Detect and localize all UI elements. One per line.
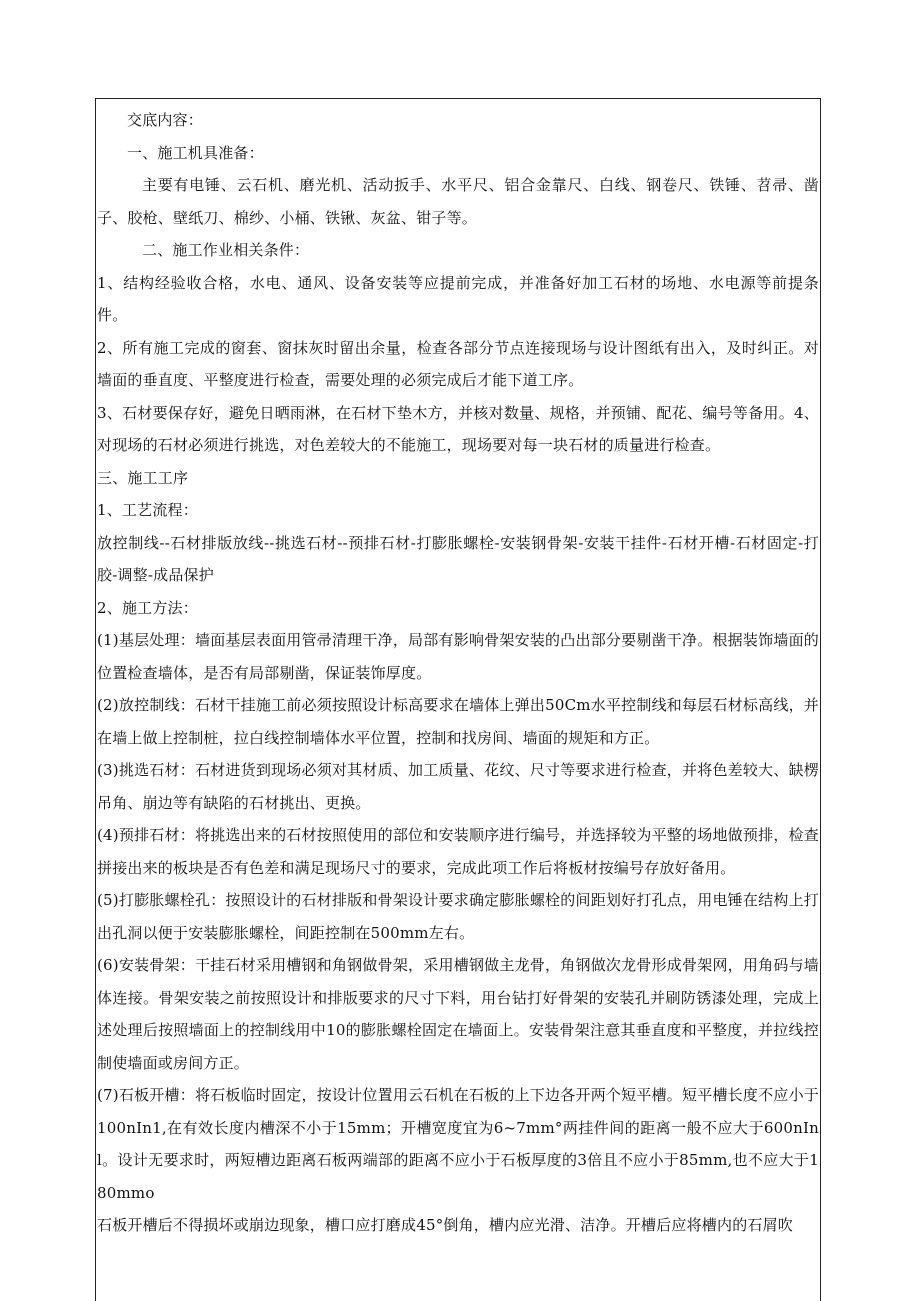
section1-body: 主要有电锤、云石机、磨光机、活动扳手、水平尺、铝合金靠尺、白线、钢卷尺、铁锤、苕帚、凿子、胶枪、壁纸刀、棉纱、小桶、铁锹、灰盆、钳子等。 <box>97 176 819 227</box>
method-2: (2)放控制线：石材干挂施工前必须按照设计标高要求在墙体上弹出50Cm水平控制线和每层石材标高线，并在墙上做上控制桩，拉白线控制墙体水平位置，控制和找房间、墙面的规矩和方正。 <box>97 696 819 747</box>
method-1: (1)基层处理：墙面基层表面用管帚清理干净，局部有影响骨架安装的凸出部分要剔凿干净。根据装饰墙面的位置检查墙体，是否有局部剔凿，保证装饰厚度。 <box>97 631 819 682</box>
section2-item-1: 1、结构经验收合格，水电、通风、设备安装等应提前完成，并准备好加工石材的场地、水电源等前提条件。 <box>97 273 819 324</box>
method-5: (5)打膨胀螺栓孔：按照设计的石材排版和骨架设计要求确定膨胀螺栓的间距划好打孔点，用电锤在结构上打出孔洞以便于安装膨胀螺栓，间距控制在500mm左右。 <box>97 891 819 942</box>
method-7: (7)石板开槽：将石板临时固定，按设计位置用云石机在石板的上下边各开两个短平槽。短平槽长度不应小于100nIn1,在有效长度内槽深不小于15mm；开槽宽度宜为6~7mm°两挂件间的距离一般不应大于600nInl。设计无要求时，两短槽边距离石板两端部的距离不应小于石板厚度的3倍且不应小于85mm,也不应大于180mmo <box>97 1086 819 1202</box>
method-title: 2、施工方法： <box>97 598 198 617</box>
document-body <box>97 104 819 1242</box>
section2-item-2: 2、所有施工完成的窗套、窗抹灰时留出余量，检查各部分节点连接现场与设计图纸有出入，及时纠正。对墙面的垂直度、平整度进行检查，需要处理的必须完成后才能下道工序。 <box>97 338 819 389</box>
section1-title: 一、施工机具准备： <box>127 143 264 162</box>
section2-item-3: 3、石材要保存好，避免日晒雨淋，在石材下垫木方，并核对数量、规格，并预铺、配花、编号等备用。4、对现场的石材必须进行挑选，对色差较大的不能施工，现场要对每一块石材的质量进行检查。 <box>97 403 819 454</box>
flow-body: 放控制线--石材排版放线--挑选石材--预排石材-打膨胀螺栓-安装钢骨架-安装干挂件-石材开槽-石材固定-打胶-调整-成品保护 <box>97 533 819 584</box>
section-header: 交底内容： <box>127 111 204 129</box>
method-3: (3)挑选石材：石材进货到现场必须对其材质、加工质量、花纹、尺寸等要求进行检查，并将色差较大、缺楞吊角、崩边等有缺陷的石材挑出、更换。 <box>97 761 819 812</box>
flow-title: 1、工艺流程： <box>97 501 198 519</box>
method-7-continued: 石板开槽后不得损坏或崩边现象，槽口应打磨成45°倒角，槽内应光滑、洁净。开槽后应将槽内的石屑吹 <box>97 1216 793 1234</box>
method-4: (4)预排石材：将挑选出来的石材按照使用的部位和安装顺序进行编号，并选择较为平整的场地做预排，检查拼接出来的板块是否有色差和满足现场尺寸的要求，完成此项工作后将板材按编号存放好备用。 <box>97 826 819 877</box>
section3-title: 三、施工工序 <box>97 468 189 487</box>
section2-title: 二、施工作业相关条件： <box>142 241 310 259</box>
method-6: (6)安装骨架：干挂石材采用槽钢和角钢做骨架，采用槽钢做主龙骨，角钢做次龙骨形成骨架网，用角码与墙体连接。骨架安装之前按照设计和排版要求的尺寸下料，用台钻打好骨架的安装孔并刷防锈漆处理，完成上述处理后按照墙面上的控制线用中10的膨胀螺栓固定在墙面上。安装骨架注意其垂直度和平整度，并拉线控制使墙面或房间方正。 <box>97 956 819 1072</box>
